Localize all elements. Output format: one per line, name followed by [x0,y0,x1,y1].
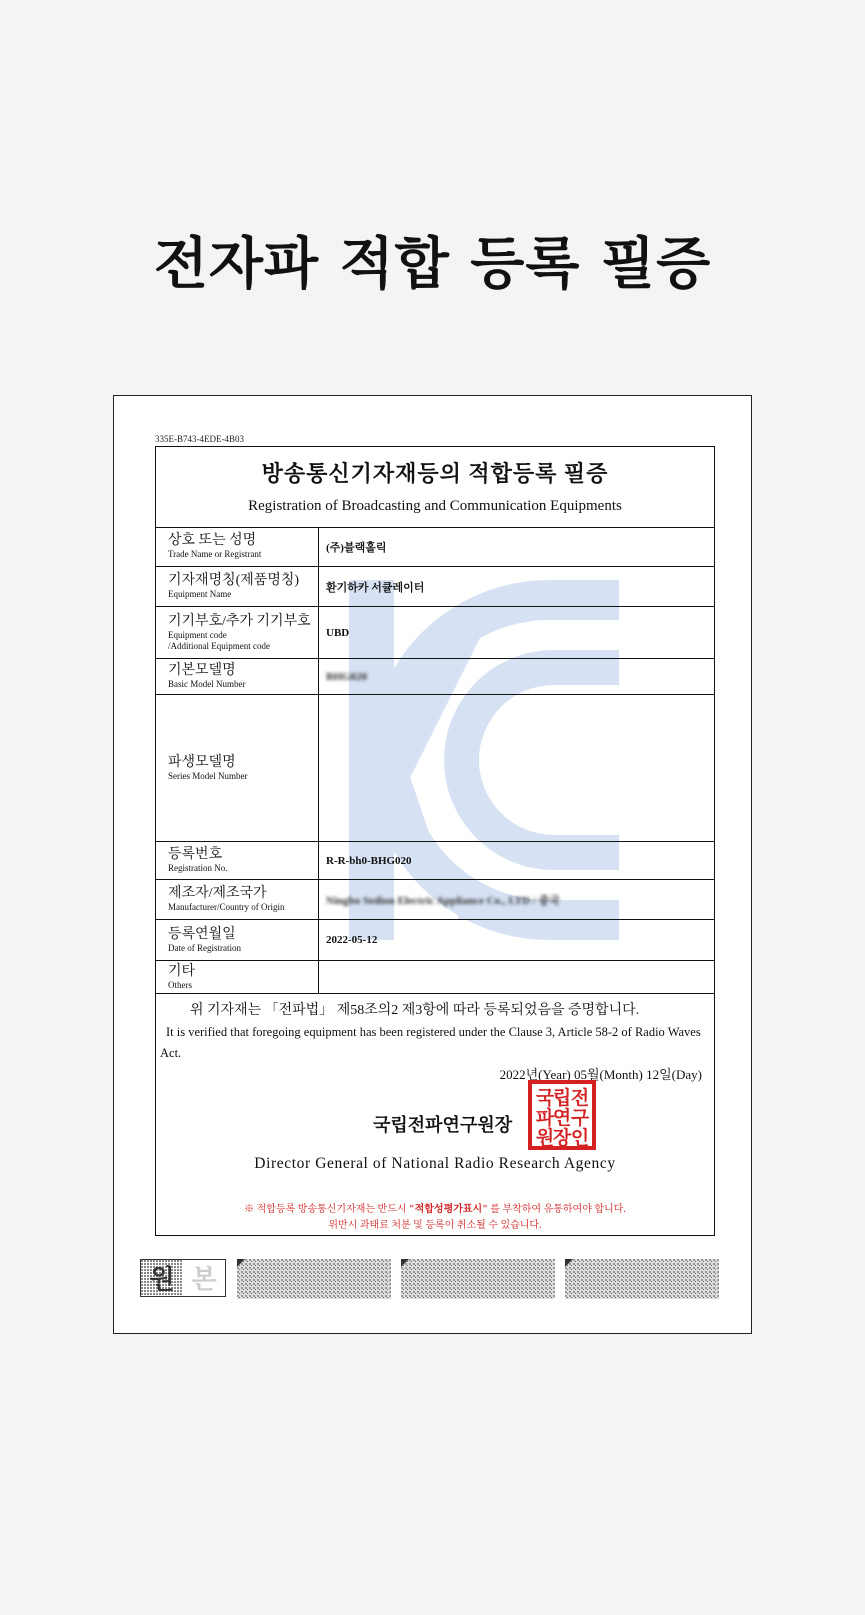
field-label-english-2: /Additional Equipment code [168,640,270,651]
field-value-others [326,961,710,993]
svg-text:장: 장 [552,1127,572,1149]
field-label-korean: 기타 [168,963,196,979]
field-row-series-model [156,695,714,842]
notice-text: 를 부착하여 유통하여야 합니다. [490,1204,626,1215]
svg-text:원: 원 [535,1127,555,1149]
field-value-registration-date: 2022-05-12 [326,934,378,946]
field-value-registration-no: R-R-bh0-BHG020 [326,854,412,867]
field-label [156,961,319,993]
certificate-paper [113,395,752,1334]
field-label [156,695,319,841]
svg-text:연: 연 [552,1107,572,1129]
field-row-equipment-name [156,567,714,607]
field-label-english: Trade Name or Registrant [168,549,262,559]
statement-english: It is verified that foregoing equipment has been registered under the Clause 3, Article 58-2 of Radio Waves Act. [160,1025,701,1060]
page-heading: 전자파 적합 등록 필증 [153,232,712,297]
notice-line-2: 위반시 과태료 처분 및 등록이 취소될 수 있습니다. [328,1220,542,1231]
document-id: 335E-B743-4EDE-4B03 [155,434,244,444]
field-label [156,567,319,606]
field-row-equipment-code [156,607,714,659]
certificate-title-block [156,447,714,528]
field-row-manufacturer [156,880,714,920]
field-label-english: Manufacturer/Country of Origin [168,902,285,912]
field-row-basic-model [156,659,714,695]
certificate-title-korean: 방송통신기자재등의 적합등록 필증 [261,461,609,486]
original-mark-char-1: 원 [149,1265,175,1295]
field-value-basic-model: BHG020 [326,670,367,683]
field-label-english: Equipment Name [168,589,232,599]
svg-text:구: 구 [570,1107,590,1129]
field-row-registration-no [156,842,714,880]
field-label [156,607,319,658]
field-label-korean: 등록연월일 [168,926,236,942]
field-label-korean: 등록번호 [168,847,223,862]
original-stamp [140,1259,226,1297]
original-mark-icon [141,1260,225,1296]
field-row-trade-name [156,527,714,567]
statement-korean: 위 기자재는 「전파법」 제58조의2 제3항에 따라 등록되었음을 증명합니다. [190,1003,640,1018]
director-title-korean: 국립전파연구원장 [373,1115,513,1135]
field-value-trade-name: (주)블랙홀릭 [326,541,387,554]
security-barcode-2 [401,1259,555,1299]
field-label [156,842,319,879]
svg-text:립: 립 [552,1087,572,1109]
field-label [156,659,319,694]
issue-date: 2022년(Year) 05월(Month) 12일(Day) [499,1067,702,1082]
director-title-english: Director General of National Radio Research Agency [254,1155,616,1172]
field-label-english: Series Model Number [168,770,248,781]
field-label [156,880,319,919]
field-label-korean: 상호 또는 성명 [168,533,257,548]
svg-text:전: 전 [570,1087,590,1109]
original-mark-char-2: 본 [191,1265,217,1295]
notice-text: ※ 적합등록 방송통신기자재는 반드시 [244,1204,407,1215]
svg-text:인: 인 [570,1127,590,1149]
field-label-korean: 기자재명칭(제품명칭) [168,573,300,588]
field-label-english: Equipment code [168,629,227,640]
security-barcode-3 [565,1259,719,1299]
field-label [156,527,319,566]
field-label-korean: 파생모델명 [168,754,236,770]
svg-text:파: 파 [535,1107,555,1129]
notice-emphasis: "적합성평가표시" [409,1204,488,1215]
security-barcode-1 [237,1259,391,1299]
field-row-registration-date [156,920,714,961]
field-label-korean: 기본모델명 [168,663,236,678]
official-seal-icon [528,1080,596,1150]
field-label-english: Date of Registration [168,942,241,953]
certificate-frame [155,446,715,1236]
field-label-english: Others [168,979,192,990]
field-value-series-model [326,695,710,841]
field-label-korean: 제조자/제조국가 [168,886,267,901]
svg-text:국: 국 [535,1087,555,1109]
field-value-equipment-code: UBD [326,626,350,639]
field-label-english: Registration No. [168,863,228,873]
notice-line-1 [156,1200,714,1215]
field-label-korean: 기기부호/추가 기기부호 [168,613,311,629]
field-value-equipment-name: 환기하카 서큘레이터 [326,581,425,594]
field-value-manufacturer: Ningbo Sedion Electric Appliance Co., LTD / 중국 [326,894,560,907]
field-label-english: Basic Model Number [168,679,246,689]
field-row-others [156,961,714,994]
field-label [156,920,319,960]
certificate-title-english: Registration of Broadcasting and Communication Equipments [248,498,622,514]
